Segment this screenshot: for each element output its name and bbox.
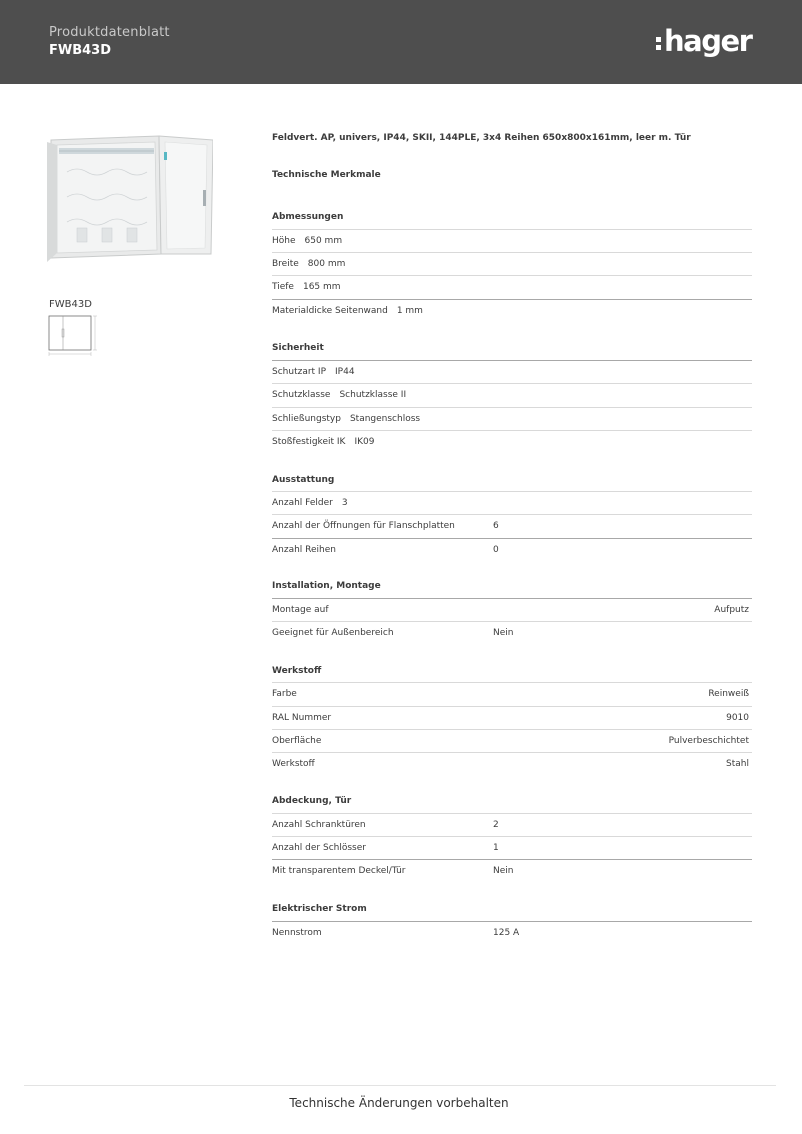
spec-row xyxy=(272,514,752,538)
spec-value: 650 mm xyxy=(304,236,343,246)
spec-row xyxy=(272,682,752,706)
spec-label: Anzahl Schranktüren xyxy=(272,820,366,830)
hager-logo xyxy=(656,24,751,58)
spec-label: Nennstrom xyxy=(272,928,322,938)
spec-value: Nein xyxy=(493,866,514,876)
spec-value: 1 xyxy=(493,843,499,853)
spec-label: Materialdicke Seitenwand xyxy=(272,306,388,316)
logo-dots-icon xyxy=(656,37,661,50)
spec-value: Stahl xyxy=(726,759,749,769)
spec-label: Anzahl der Öffnungen für Flanschplatten xyxy=(272,521,455,531)
spec-label: RAL Nummer xyxy=(272,713,332,723)
spec-label: Stoßfestigkeit IK xyxy=(272,437,346,447)
spec-row xyxy=(272,859,752,883)
spec-label: Anzahl Felder xyxy=(272,498,333,508)
spec-value: 9010 xyxy=(726,713,749,723)
section-title-sicherheit: Sicherheit xyxy=(272,343,324,353)
spec-label: Farbe xyxy=(272,689,297,699)
section-title-ausstattung: Ausstattung xyxy=(272,475,335,485)
spec-value: 3 xyxy=(341,498,348,508)
section-title-strom: Elektrischer Strom xyxy=(272,904,367,914)
spec-label: Anzahl der Schlösser xyxy=(272,843,366,853)
spec-value: IK09 xyxy=(354,437,375,447)
spec-row xyxy=(272,836,752,860)
header-product-code: FWB43D xyxy=(49,43,112,58)
spec-row xyxy=(272,275,752,299)
spec-row xyxy=(272,299,752,323)
spec-row xyxy=(272,491,752,515)
spec-value: 0 xyxy=(493,545,499,555)
spec-value: Pulverbeschichtet xyxy=(668,736,749,746)
spec-row xyxy=(272,252,752,276)
product-image xyxy=(47,132,213,270)
spec-value: 1 mm xyxy=(396,306,423,316)
logo-word: hager xyxy=(664,23,752,58)
spec-label: Oberfläche xyxy=(272,736,322,746)
spec-value: Schutzklasse II xyxy=(339,390,407,400)
spec-label: Tiefe xyxy=(272,282,294,292)
section-title-installation: Installation, Montage xyxy=(272,581,381,591)
section-title-abmessungen: Abmessungen xyxy=(272,212,344,222)
spec-row xyxy=(272,921,752,945)
spec-value: 800 mm xyxy=(307,259,346,269)
spec-label: Höhe xyxy=(272,236,296,246)
spec-row xyxy=(272,430,752,454)
spec-row xyxy=(272,360,752,384)
spec-value: IP44 xyxy=(335,367,355,377)
image-caption: FWB43D xyxy=(49,299,92,310)
spec-row xyxy=(272,729,752,753)
footer-note: Technische Änderungen vorbehalten xyxy=(289,1096,509,1110)
spec-row xyxy=(272,813,752,837)
spec-label: Werkstoff xyxy=(272,759,315,769)
spec-value: 165 mm xyxy=(302,282,341,292)
spec-row xyxy=(272,407,752,431)
section-title-abdeckung: Abdeckung, Tür xyxy=(272,796,352,806)
spec-row xyxy=(272,383,752,407)
spec-row xyxy=(272,752,752,776)
spec-value: 125 A xyxy=(493,928,520,938)
section-title-werkstoff: Werkstoff xyxy=(272,666,322,676)
spec-row xyxy=(272,706,752,730)
dimension-drawing xyxy=(46,313,102,357)
spec-label: Schutzklasse xyxy=(272,390,331,400)
spec-row xyxy=(272,538,752,562)
spec-value: 2 xyxy=(493,820,499,830)
spec-value: Aufputz xyxy=(714,605,749,615)
spec-row xyxy=(272,621,752,645)
spec-value: 6 xyxy=(493,521,499,531)
product-description: Feldvert. AP, univers, IP44, SKII, 144PLE, 3x4 Reihen 650x800x161mm, leer m. Tür xyxy=(272,133,691,143)
spec-value: Reinweiß xyxy=(708,689,749,699)
spec-label: Geeignet für Außenbereich xyxy=(272,628,394,638)
spec-label: Schließungstyp xyxy=(272,414,341,424)
spec-value: Stangenschloss xyxy=(349,414,421,424)
spec-row xyxy=(272,229,752,253)
header-subtitle: Produktdatenblatt xyxy=(49,25,170,40)
spec-label: Montage auf xyxy=(272,605,329,615)
footer-divider xyxy=(24,1085,776,1086)
page-header xyxy=(0,0,802,84)
spec-row xyxy=(272,598,752,622)
spec-label: Anzahl Reihen xyxy=(272,545,336,555)
spec-label: Mit transparentem Deckel/Tür xyxy=(272,866,406,876)
spec-label: Breite xyxy=(272,259,299,269)
tech-heading: Technische Merkmale xyxy=(272,170,381,180)
spec-value: Nein xyxy=(493,628,514,638)
spec-label: Schutzart IP xyxy=(272,367,327,377)
